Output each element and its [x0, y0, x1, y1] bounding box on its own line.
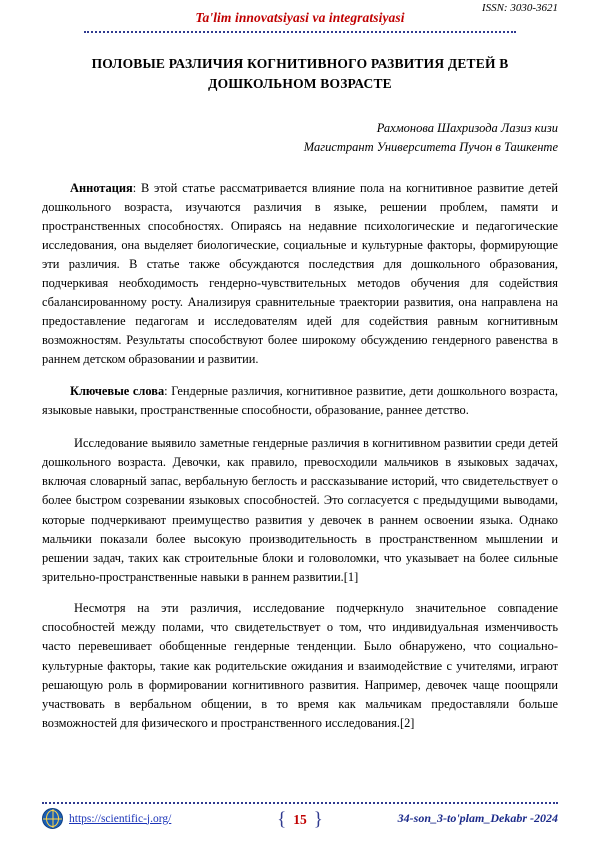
abstract-paragraph	[42, 179, 558, 370]
footer-left-group	[42, 808, 171, 829]
author-name: Рахмонова Шахризода Лазиз кизи	[376, 121, 558, 136]
page-number-group	[277, 810, 323, 829]
author-block	[42, 119, 558, 157]
issn-text: ISSN: 3030-3621	[481, 2, 558, 14]
footer-content	[42, 808, 558, 829]
keywords-text: : Гендерные различия, когнитивное развитие, дети дошкольного возраста, языковые навыки, пространственные способности, образование, раннее детство.	[42, 383, 558, 418]
page-number: 15	[293, 811, 307, 827]
journal-title: Ta'lim innovatsiyasi va integratsiyasi	[195, 10, 405, 25]
header-divider	[84, 31, 516, 33]
abstract-label: Аннотация	[70, 180, 133, 195]
author-affiliation: Магистрант Университета Пучон в Ташкенте	[303, 139, 558, 154]
journal-website-link[interactable]: https://scientific-j.org/	[69, 812, 172, 825]
footer-divider	[42, 802, 558, 804]
keywords-paragraph	[42, 382, 558, 420]
issue-label: 34-son_3-to'plam_Dekabr -2024	[397, 811, 558, 825]
page-header	[42, 0, 558, 32]
globe-icon	[42, 808, 63, 829]
brace-left: {	[277, 809, 287, 830]
page-title: ПОЛОВЫЕ РАЗЛИЧИЯ КОГНИТИВНОГО РАЗВИТИЯ ДЕТЕЙ В ДОШКОЛЬНОМ ВОЗРАСТЕ	[91, 56, 509, 91]
brace-right: }	[313, 809, 323, 830]
body-paragraph-1: Исследование выявило заметные гендерные различия в когнитивном развитии среди детей дошкольного возраста. Девочки, как правило, превосходили мальчиков в языковых задачах, включая словарный запас, вербальную беглость и рассказывание историй, что свидетельствует о более быстром созревании языковых способностей. Это согласуется с предыдущими выводами, которые подчеркивают преимущество развития у девочек в раннем освоении языка. Однако мальчики показали более высокую производительность в пространственном мышлении и решении задач, таких как строительные блоки и головоломки, что указывает на более сильные зрительно-пространственные навыки в раннем развитии.[1]	[42, 436, 558, 584]
page-footer	[42, 802, 558, 836]
abstract-text: : В этой статье рассматривается влияние пола на когнитивное развитие детей дошкольного возраста, изучаются различия в языке, решении проблем, памяти и пространственных способностях. Опираясь на недавние психологические и педагогические исследования, она выделяет биологические, социальные и культурные факторы, формирующие эти различия. В статье также обсуждаются последствия для дошкольного образования, подчеркивая необходимость гендерно-чувствительных методов обучения для содействия сбалансированному росту. Анализируя сравнительные траектории развития, она направлена на предоставление педагогам и исследователям идей для содействия равным когнитивным возможностям. Результаты способствуют более широкому обсуждению гендерного равенства в раннем детском образовании и развитии.	[42, 180, 558, 367]
keywords-label: Ключевые слова	[70, 383, 165, 398]
body-paragraph-2: Несмотря на эти различия, исследование подчеркнуло значительное совпадение способностей между полами, что свидетельствует о том, что индивидуальная изменчивость часто перевешивает обобщенные гендерные тенденции. Было обнаружено, что социально-культурные факторы, такие как родительские ожидания и взаимодействие с учителями, играют решающую роль в формировании когнитивного развития. Например, девочек чаще поощряли участвовать в вербальном общении, в то время как мальчикам предоставляли больше возможностей для физического и пространственного исследования.[2]	[42, 601, 558, 730]
